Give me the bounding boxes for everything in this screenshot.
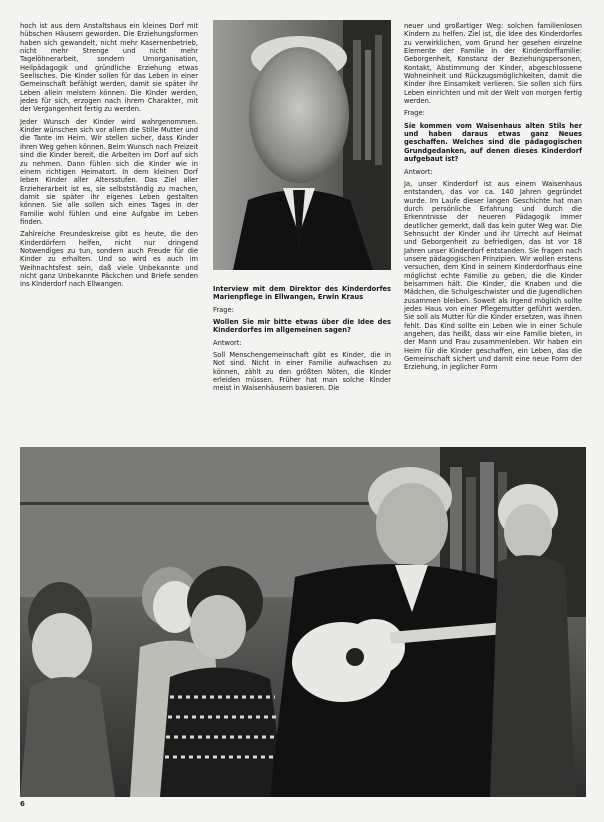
article-column-middle xyxy=(213,285,391,397)
paragraph: neuer und großartiger Weg: solchen familienlosen Kindern zu helfen. Ziel ist, die Idee des Kinderdorfes zu verwirklichen, vom Grund her gesehen einzelne Elemente der Familie in der Kinderdorffamilie: Geborgenheit, Konstanz der Beziehungspersonen, Kontakt, Abstimmung der Kinder, abgeschlossene Wohneinheit und Rückzugsmöglichkeiten, damit die Kinder ihre Einsamkeit verlieren. Sie sollen sich fürs Leben einrichten und mit der Welt von morgen fertig werden. xyxy=(404,22,582,106)
paragraph: Zahlreiche Freundeskreise gibt es heute, die den Kinderdörfern helfen, nicht nur dringend Notwendiges zu tun, sondern auch Freude für die Kinder zu erhalten. Und so wird es auch im Weihnachtsfest sein, daß viele Unbekannte und nicht ganz Unbekannte Päckchen und Briefe senden ins Kinderdorf nach Ellwangen. xyxy=(20,230,198,289)
article-column-right xyxy=(404,22,582,376)
answer-text: Soll Menschengemeinschaft gibt es Kinder, die in Not sind. Nicht in einer Familie aufwachsen zu können, zählt zu den größten Nöten, die Kinder erleiden müssen. Früher hat man solche Kinder meist in Waisenhäusern basieren. Die xyxy=(213,351,391,393)
group-photo-illustration xyxy=(20,447,586,797)
paragraph: hoch ist aus dem Anstaltshaus ein kleines Dorf mit hübschen Häusern geworden. Die Erziehungsformen haben sich gewandelt, nicht mehr Kasernenbetrieb, nicht mehr Strenge und nicht mehr Tagelöhnerarbeit, sondern Umorganisation, Heilpädagogik und gründliche Erziehung etwas Seelisches. Die Kinder sollen für das Leben in einer Gemeinschaft befähigt werden, damit sie später ihr Leben allein meistern können. Die Kinder werden, jedes für sich, erzogen nach ihrem Charakter, mit der Vergangenheit fertig zu werden. xyxy=(20,22,198,114)
question-text: Wollen Sie mir bitte etwas über die Idee des Kinderdorfes im allgemeinen sagen? xyxy=(213,318,391,335)
portrait-illustration xyxy=(213,20,391,270)
question-text: Sie kommen vom Waisenhaus alten Stils her und haben daraus etwas ganz Neues geschaffen. Welches sind die pädagogischen Grundgedanken, auf denen dieses Kinderdorf aufgebaut ist? xyxy=(404,121,582,164)
answer-label: Antwort: xyxy=(404,167,433,176)
photo-caption: Interview mit dem Direktor des Kinderdorfes Marienpflege in Ellwangen, Erwin Kraus xyxy=(213,285,391,302)
answer-text: Ja, unser Kinderdorf ist aus einem Waisenhaus entstanden, das vor ca. 140 Jahren gegründet wurde. Im Laufe dieser langen Geschichte hat man durch persönliche Erfahrung und durch die Erkenntnisse der neueren Pädagogik immer deutlicher gemerkt, daß das kein guter Weg war. Die Sehnsucht der Kinder und ihr Urrecht auf Heimat und Geborgenheit zu befriedigen, das ist vor 18 Jahren unser Kinderdorf entstanden. Sie fragen nach unsere pädagogischen Prinzipien. Wir wollen erstens versuchen, dem Kind in seinem Kinderdorfhaus eine möglichst echte Familie zu geben, die die Kinder beisammen hält. Die Kinder, die Knaben und die Mädchen, die Schulgeschwister und die Jugendlichen zusammen bleiben. Soweit als irgend möglich sollte jedes Haus von einer Pflegemutter geführt werden. Sie soll als Mutter für die Kinder ersetzen, was ihnen fehlt. Das Kind sollte ein Leben wie in einer Schule angehen, das heißt, dass wir eine Familie bieten, in der Mann und Frau zusammenleben. Wir haben ein Heim für die Kinder geschaffen, ein Leben, das die Gemeinschaft sichert und damit eine neue Form der Erziehung, in jeglicher Form xyxy=(404,179,582,372)
question-label: Frage: xyxy=(404,109,425,118)
answer-label: Antwort: xyxy=(213,338,242,347)
question-label: Frage: xyxy=(213,305,234,314)
paragraph: Jeder Wunsch der Kinder wird wahrgenommen. Kinder wünschen sich vor allem die Stille Mutter und die Tante im Heim. Wir stellen sicher, dass Kinder ihren Weg gehen können. Beim Wunsch nach Freizeit sind die Kinder bereit, die Arbeiten im Dorf auf sich zu nehmen. Dann fühlen sich die Kinder wie in einem richtigen Heimatort. In dem kleinen Dorf leben Kinder aller Altersstufen. Das Ziel aller Erzieherarbeit ist es, sie selbstständig zu machen, damit sie später ihr eigenes Leben gestalten können. Sie alle sollen sich eines Tages in der Familie wohl fühlen und eine Aufgabe im Leben finden. xyxy=(20,117,198,226)
children-guitar-photo xyxy=(20,447,586,797)
director-portrait-photo xyxy=(213,20,391,270)
article-column-left xyxy=(20,22,198,293)
page-number: 6 xyxy=(20,800,25,808)
